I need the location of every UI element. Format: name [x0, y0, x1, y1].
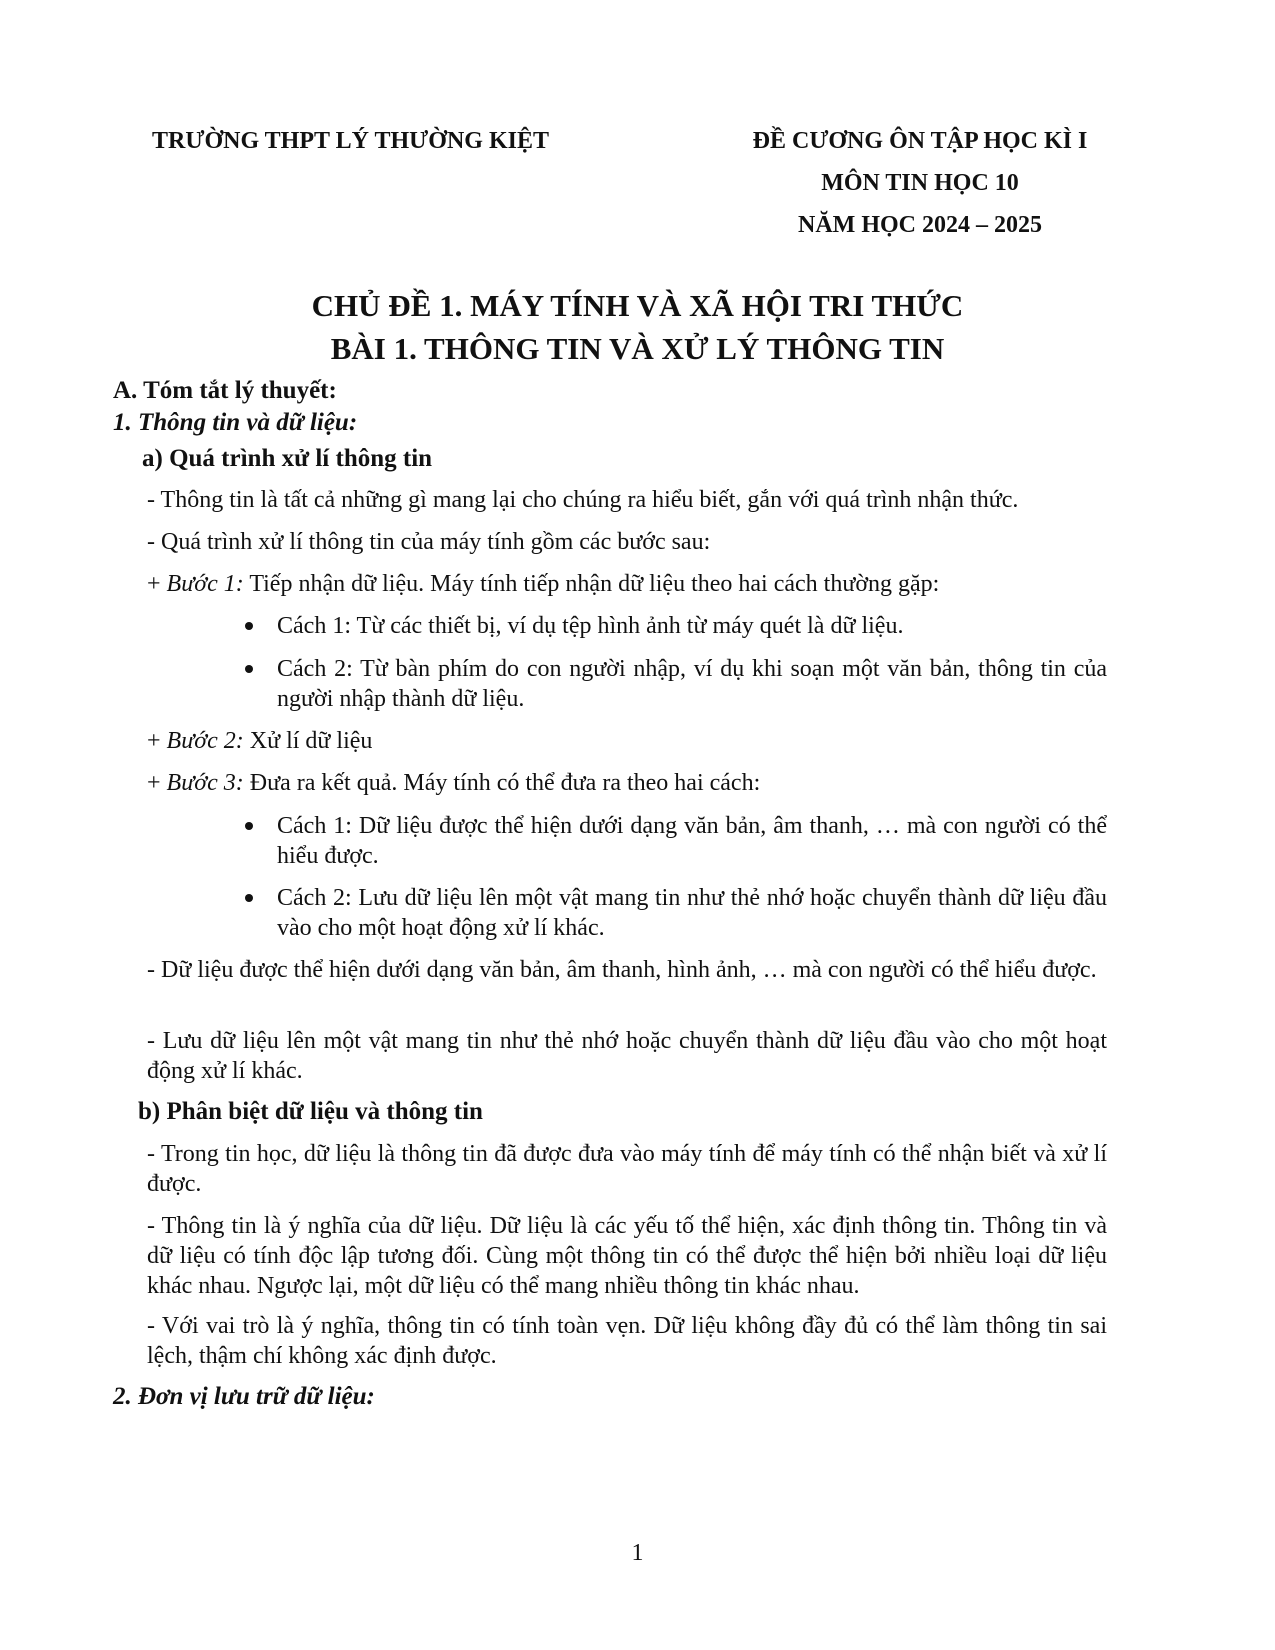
step-1-label: Bước 1:	[166, 571, 244, 597]
step-3-bullet-1: Cách 1: Dữ liệu được thể hiện dưới dạng văn bản, âm thanh, … mà con người có thể hiểu được.	[277, 813, 1107, 869]
bullet-icon	[243, 820, 255, 832]
step-2-text: Xử lí dữ liệu	[243, 728, 373, 754]
page-number: 1	[631, 1540, 644, 1566]
subsection-1-heading: 1. Thông tin và dữ liệu:	[113, 409, 358, 436]
bullet-icon	[243, 892, 255, 904]
step-3-bullet-2: Cách 2: Lưu dữ liệu lên một vật mang tin như thẻ nhớ hoặc chuyển thành dữ liệu đầu vào cho một hoạt động xử lí khác.	[277, 885, 1107, 941]
section-a-heading: A. Tóm tắt lý thuyết:	[113, 377, 337, 404]
school-name: TRƯỜNG THPT LÝ THƯỜNG KIỆT	[152, 128, 549, 154]
paragraph-data-forms: - Dữ liệu được thể hiện dưới dạng văn bản, âm thanh, hình ảnh, … mà con người có thể hiểu được.	[147, 957, 1097, 983]
step-2-line	[147, 726, 1107, 756]
document-title: ĐỀ CƯƠNG ÔN TẬP HỌC KÌ I	[752, 128, 1088, 154]
step-3-text: Đưa ra kết quả. Máy tính có thể đưa ra theo hai cách:	[243, 770, 761, 796]
subject-title: MÔN TIN HỌC 10	[821, 170, 1019, 196]
paragraph-data-definition: - Trong tin học, dữ liệu là thông tin đã được đưa vào máy tính để máy tính có thể nhận biết và xử lí được.	[147, 1141, 1107, 1197]
step-1-text: Tiếp nhận dữ liệu. Máy tính tiếp nhận dữ liệu theo hai cách thường gặp:	[243, 571, 940, 597]
step-2-prefix: +	[147, 728, 167, 754]
paragraph-information-definition: - Thông tin là tất cả những gì mang lại cho chúng ra hiểu biết, gắn với quá trình nhận thức.	[147, 487, 1019, 513]
topic-title: CHỦ ĐỀ 1. MÁY TÍNH VÀ XÃ HỘI TRI THỨC	[311, 288, 964, 323]
paragraph-information-vs-data: - Thông tin là ý nghĩa của dữ liệu. Dữ liệu là các yếu tố thể hiện, xác định thông tin. Thông tin và dữ liệu có tính độc lập tương đối. Cùng một thông tin có thể được thể hiện bởi nhiều loại dữ liệu khác nhau. Ngược lại, một dữ liệu có thể mang nhiều thông tin khác nhau.	[147, 1213, 1107, 1299]
paragraph-information-integrity: - Với vai trò là ý nghĩa, thông tin có tính toàn vẹn. Dữ liệu không đầy đủ có thể làm thông tin sai lệch, thậm chí không xác định được.	[147, 1313, 1107, 1369]
paragraph-processing-steps-intro: - Quá trình xử lí thông tin của máy tính gồm các bước sau:	[147, 529, 711, 555]
step-1-line	[147, 569, 1107, 599]
bullet-icon	[243, 620, 255, 632]
step-3-prefix: +	[147, 770, 167, 796]
step-2-label: Bước 2:	[166, 728, 244, 754]
subsection-2-heading: 2. Đơn vị lưu trữ dữ liệu:	[113, 1383, 375, 1410]
bullet-icon	[243, 663, 255, 675]
step-3-line	[147, 768, 1107, 798]
lesson-title: BÀI 1. THÔNG TIN VÀ XỬ LÝ THÔNG TIN	[330, 331, 945, 366]
subsection-1a-heading: a) Quá trình xử lí thông tin	[142, 445, 433, 472]
step-1-bullet-1: Cách 1: Từ các thiết bị, ví dụ tệp hình ảnh từ máy quét là dữ liệu.	[277, 613, 904, 639]
school-year: NĂM HỌC 2024 – 2025	[798, 212, 1042, 238]
step-1-bullet-2: Cách 2: Từ bàn phím do con người nhập, ví dụ khi soạn một văn bản, thông tin của người nhập thành dữ liệu.	[277, 656, 1107, 712]
step-1-prefix: +	[147, 571, 167, 597]
subsection-1b-heading: b) Phân biệt dữ liệu và thông tin	[138, 1098, 483, 1125]
paragraph-data-storage: - Lưu dữ liệu lên một vật mang tin như thẻ nhớ hoặc chuyển thành dữ liệu đầu vào cho một hoạt động xử lí khác.	[147, 1028, 1107, 1084]
step-3-label: Bước 3:	[166, 770, 244, 796]
